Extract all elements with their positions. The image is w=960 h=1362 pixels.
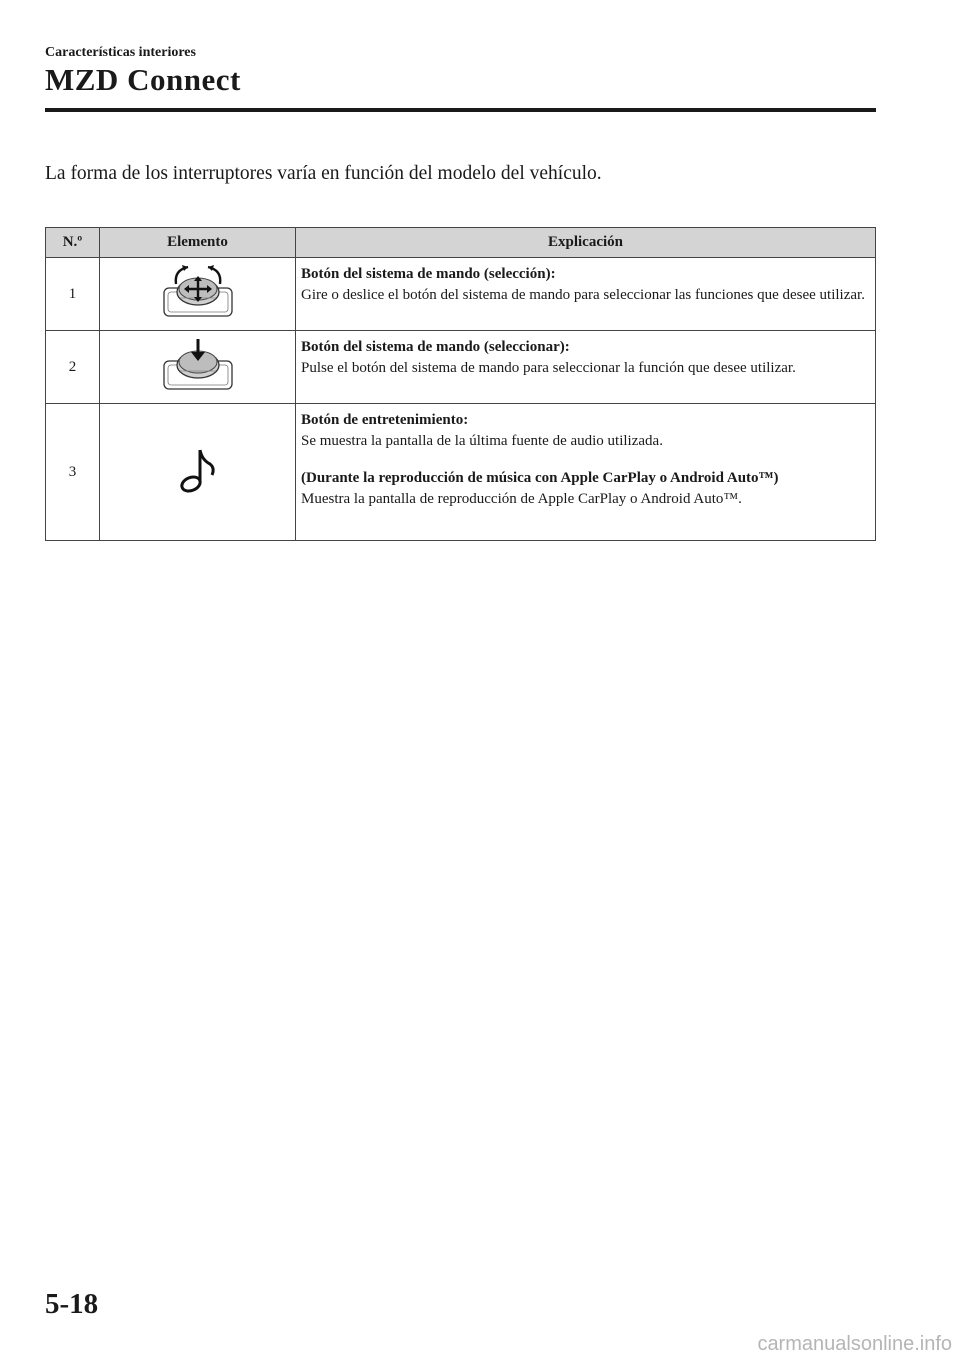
explanation-text: Se muestra la pantalla de la última fuente de audio utilizada. — [301, 433, 663, 449]
spacer — [301, 452, 869, 468]
row-number: 3 — [46, 404, 100, 541]
table-row — [46, 404, 876, 541]
music-note-icon — [178, 444, 218, 496]
explanation-title: Botón del sistema de mando (selección): — [301, 266, 556, 282]
element-cell — [100, 404, 296, 541]
page-title: MZD Connect — [45, 62, 241, 97]
table-row — [46, 331, 876, 404]
header-element: Elemento — [100, 228, 296, 258]
explanation-cell — [296, 404, 876, 541]
table-row — [46, 258, 876, 331]
element-cell — [100, 258, 296, 331]
header-number: N.º — [46, 228, 100, 258]
explanation-title: Botón de entretenimiento: — [301, 412, 469, 428]
row-number: 2 — [46, 331, 100, 404]
header-explanation: Explicación — [296, 228, 876, 258]
watermark: carmanualsonline.info — [757, 1333, 952, 1355]
title-rule — [45, 108, 876, 112]
section-label: Características interiores — [45, 45, 196, 60]
page-number: 5-18 — [45, 1288, 99, 1320]
commander-knob-press-icon — [158, 335, 238, 395]
explanation-text: Pulse el botón del sistema de mando para seleccionar la función que desee utilizar. — [301, 360, 796, 376]
explanation-cell — [296, 258, 876, 331]
row-number: 1 — [46, 258, 100, 331]
explanation-subtitle: (Durante la reproducción de música con Apple CarPlay o Android Auto™) — [301, 470, 779, 486]
commander-knob-rotate-tilt-icon — [158, 262, 238, 322]
controls-table — [45, 227, 876, 541]
explanation-cell — [296, 331, 876, 404]
explanation-text: Gire o deslice el botón del sistema de mando para seleccionar las funciones que desee utilizar. — [301, 287, 865, 303]
table-header-row — [46, 228, 876, 258]
element-cell — [100, 331, 296, 404]
intro-text: La forma de los interruptores varía en función del modelo del vehículo. — [45, 163, 602, 184]
explanation-title: Botón del sistema de mando (seleccionar): — [301, 339, 570, 355]
explanation-subtext: Muestra la pantalla de reproducción de Apple CarPlay o Android Auto™. — [301, 491, 742, 507]
